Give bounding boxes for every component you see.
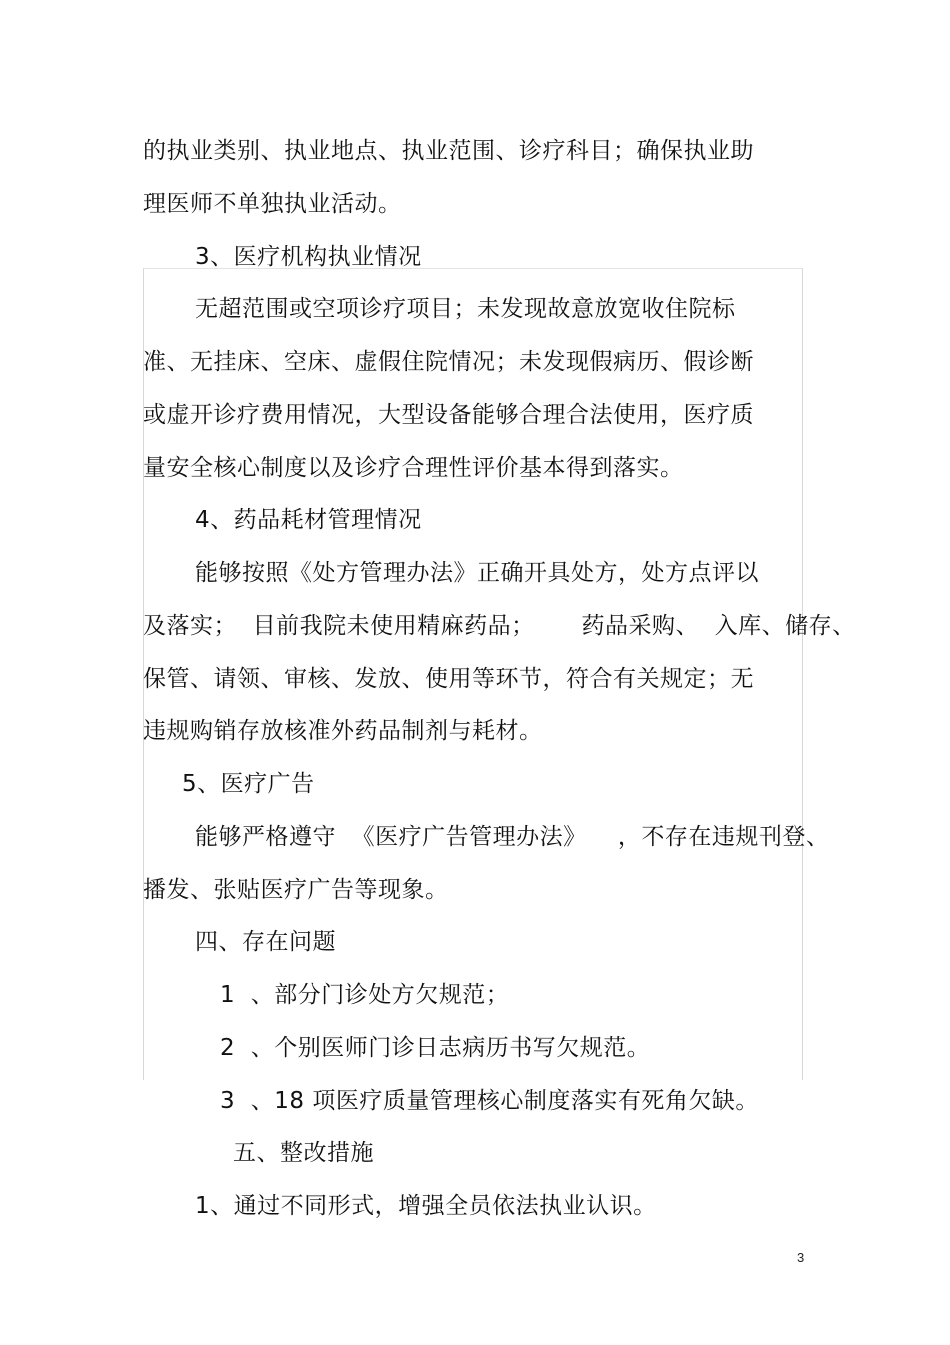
text-line: 1、通过不同形式，增强全员依法执业认识。 — [195, 1193, 657, 1219]
text-line: 保管、请领、审核、发放、使用等环节，符合有关规定；无 — [143, 666, 754, 692]
text-line: 无超范围或空项诊疗项目；未发现故意放宽收住院标 — [195, 296, 736, 322]
text-line: 的执业类别、执业地点、执业范围、诊疗科目；确保执业助 — [143, 138, 754, 164]
text-line: 或虚开诊疗费用情况，大型设备能够合理合法使用，医疗质 — [143, 402, 754, 428]
text-line: 准、无挂床、空床、虚假住院情况；未发现假病历、假诊断 — [143, 349, 754, 375]
section-heading: 4、药品耗材管理情况 — [195, 507, 422, 533]
text-line: 及落实； 目前我院未使用精麻药品； 药品采购、 入库、储存、 — [143, 613, 856, 639]
text-line: 播发、张贴医疗广告等现象。 — [143, 877, 449, 903]
page-number: 3 — [797, 1250, 805, 1265]
section-heading: 5、医疗广告 — [182, 771, 315, 797]
list-item: 2 、个别医师门诊日志病历书写欠规范。 — [220, 1035, 651, 1061]
list-item: 3 、18 项医疗质量管理核心制度落实有死角欠缺。 — [220, 1088, 759, 1114]
text-line: 违规购销存放核准外药品制剂与耗材。 — [143, 718, 543, 744]
section-heading: 3、医疗机构执业情况 — [195, 244, 422, 270]
text-line: 能够按照《处方管理办法》正确开具处方，处方点评以 — [195, 560, 759, 586]
section-heading: 五、整改措施 — [233, 1140, 374, 1166]
text-line: 能够严格遵守 《医疗广告管理办法》 ，不存在违规刊登、 — [195, 824, 830, 850]
section-heading: 四、存在问题 — [195, 929, 336, 955]
text-line: 量安全核心制度以及诊疗合理性评价基本得到落实。 — [143, 455, 684, 481]
list-item: 1 、部分门诊处方欠规范； — [220, 982, 510, 1008]
text-line: 理医师不单独执业活动。 — [143, 191, 402, 217]
